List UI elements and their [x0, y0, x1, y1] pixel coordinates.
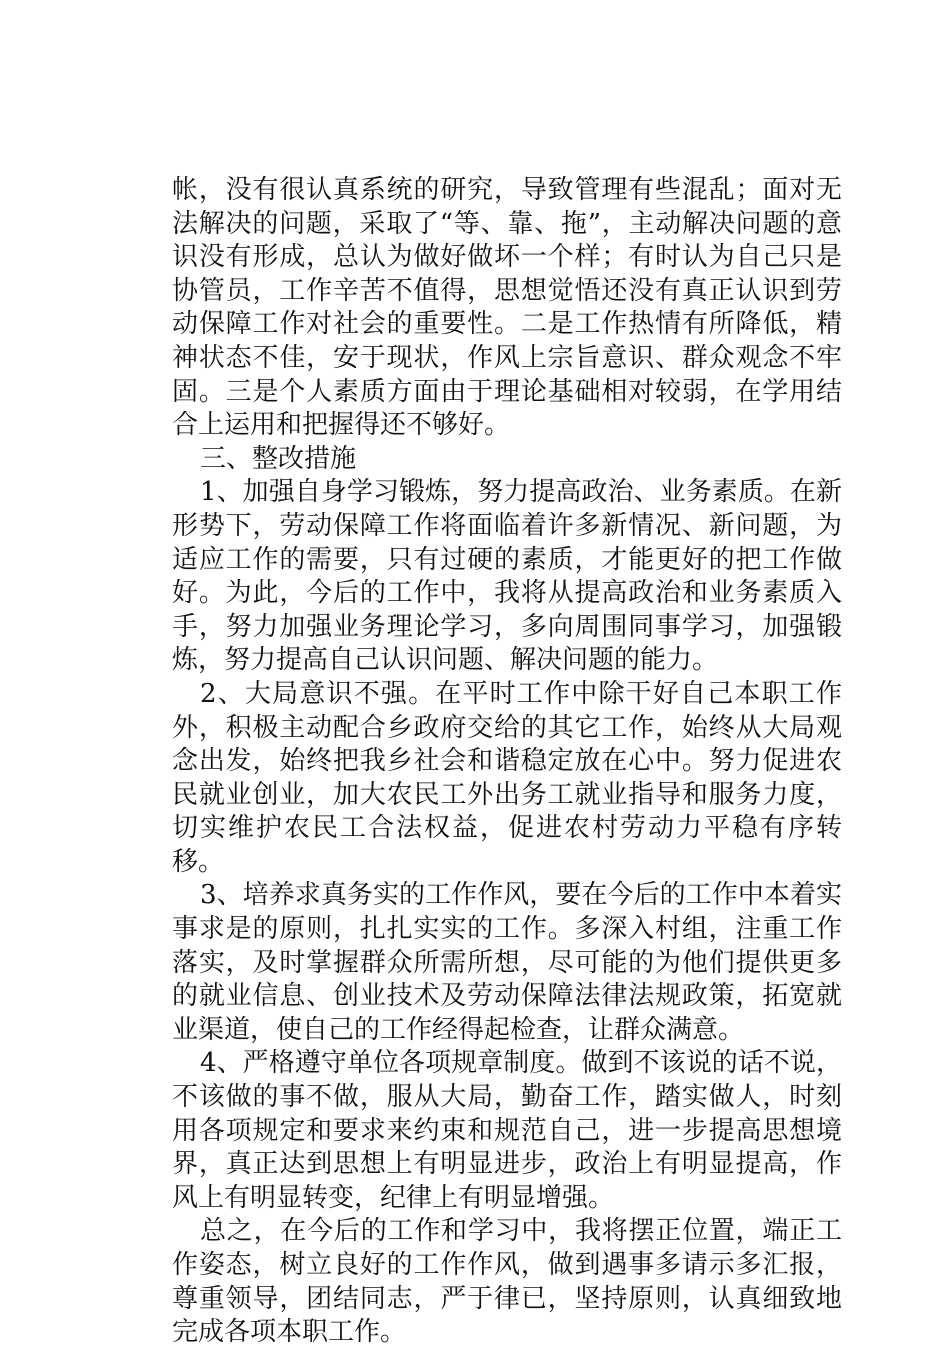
paragraph-measure-1: 1、加强自身学习锻炼，努力提高政治、业务素质。在新形势下，劳动保障工作将面临着许多新情况、新问题，为适应工作的需要，只有过硬的素质，才能更好的把工作做好。为此，今后的工作中，我将从提高政治和业务素质入手，努力加强业务理论学习，多向周围同事学习，加强锻炼，努力提高自己认识问题、解决问题的能力。: [172, 477, 842, 676]
paragraph-measure-3: 3、培养求真务实的工作作风，要在今后的工作中本着实事求是的原则，扎扎实实的工作。多深入村组，注重工作落实，及时掌握群众所需所想，尽可能的为他们提供更多的就业信息、创业技术及劳动保障法律法规政策，拓宽就业渠道，使自己的工作经得起检查，让群众满意。: [172, 880, 842, 1045]
document-body: [172, 174, 842, 1350]
paragraph-measure-2: 2、大局意识不强。在平时工作中除干好自己本职工作外，积极主动配合乡政府交给的其它工作，始终从大局观念出发，始终把我乡社会和谐稳定放在心中。努力促进农民就业创业，加大农民工外出务工就业指导和服务力度，切实维护农民工合法权益，促进农村劳动力平稳有序转移。: [172, 678, 842, 877]
section-heading-rectification: 三、整改措施: [200, 443, 357, 474]
paragraph-problems-continued: 帐，没有很认真系统的研究，导致管理有些混乱；面对无法解决的问题，采取了“等、靠、拖”，主动解决问题的意识没有形成，总认为做好做坏一个样；有时认为自己只是协管员，工作辛苦不值得，思想觉悟还没有真正认识到劳动保障工作对社会的重要性。二是工作热情有所降低，精神状态不佳，安于现状，作风上宗旨意识、群众观念不牢固。三是个人素质方面由于理论基础相对较弱，在学用结合上运用和把握得还不够好。: [172, 175, 842, 441]
paragraph-measure-4: 4、严格遵守单位各项规章制度。做到不该说的话不说，不该做的事不做，服从大局，勤奋工作，踏实做人，时刻用各项规定和要求来约束和规范自己，进一步提高思想境界，真正达到思想上有明显进步，政治上有明显提高，作风上有明显转变，纪律上有明显增强。: [172, 1048, 842, 1213]
paragraph-conclusion: 总之，在今后的工作和学习中，我将摆正位置，端正工作姿态，树立良好的工作作风，做到遇事多请示多汇报，尊重领导，团结同志，严于律已，坚持原则，认真细致地完成各项本职工作。: [172, 1216, 842, 1348]
